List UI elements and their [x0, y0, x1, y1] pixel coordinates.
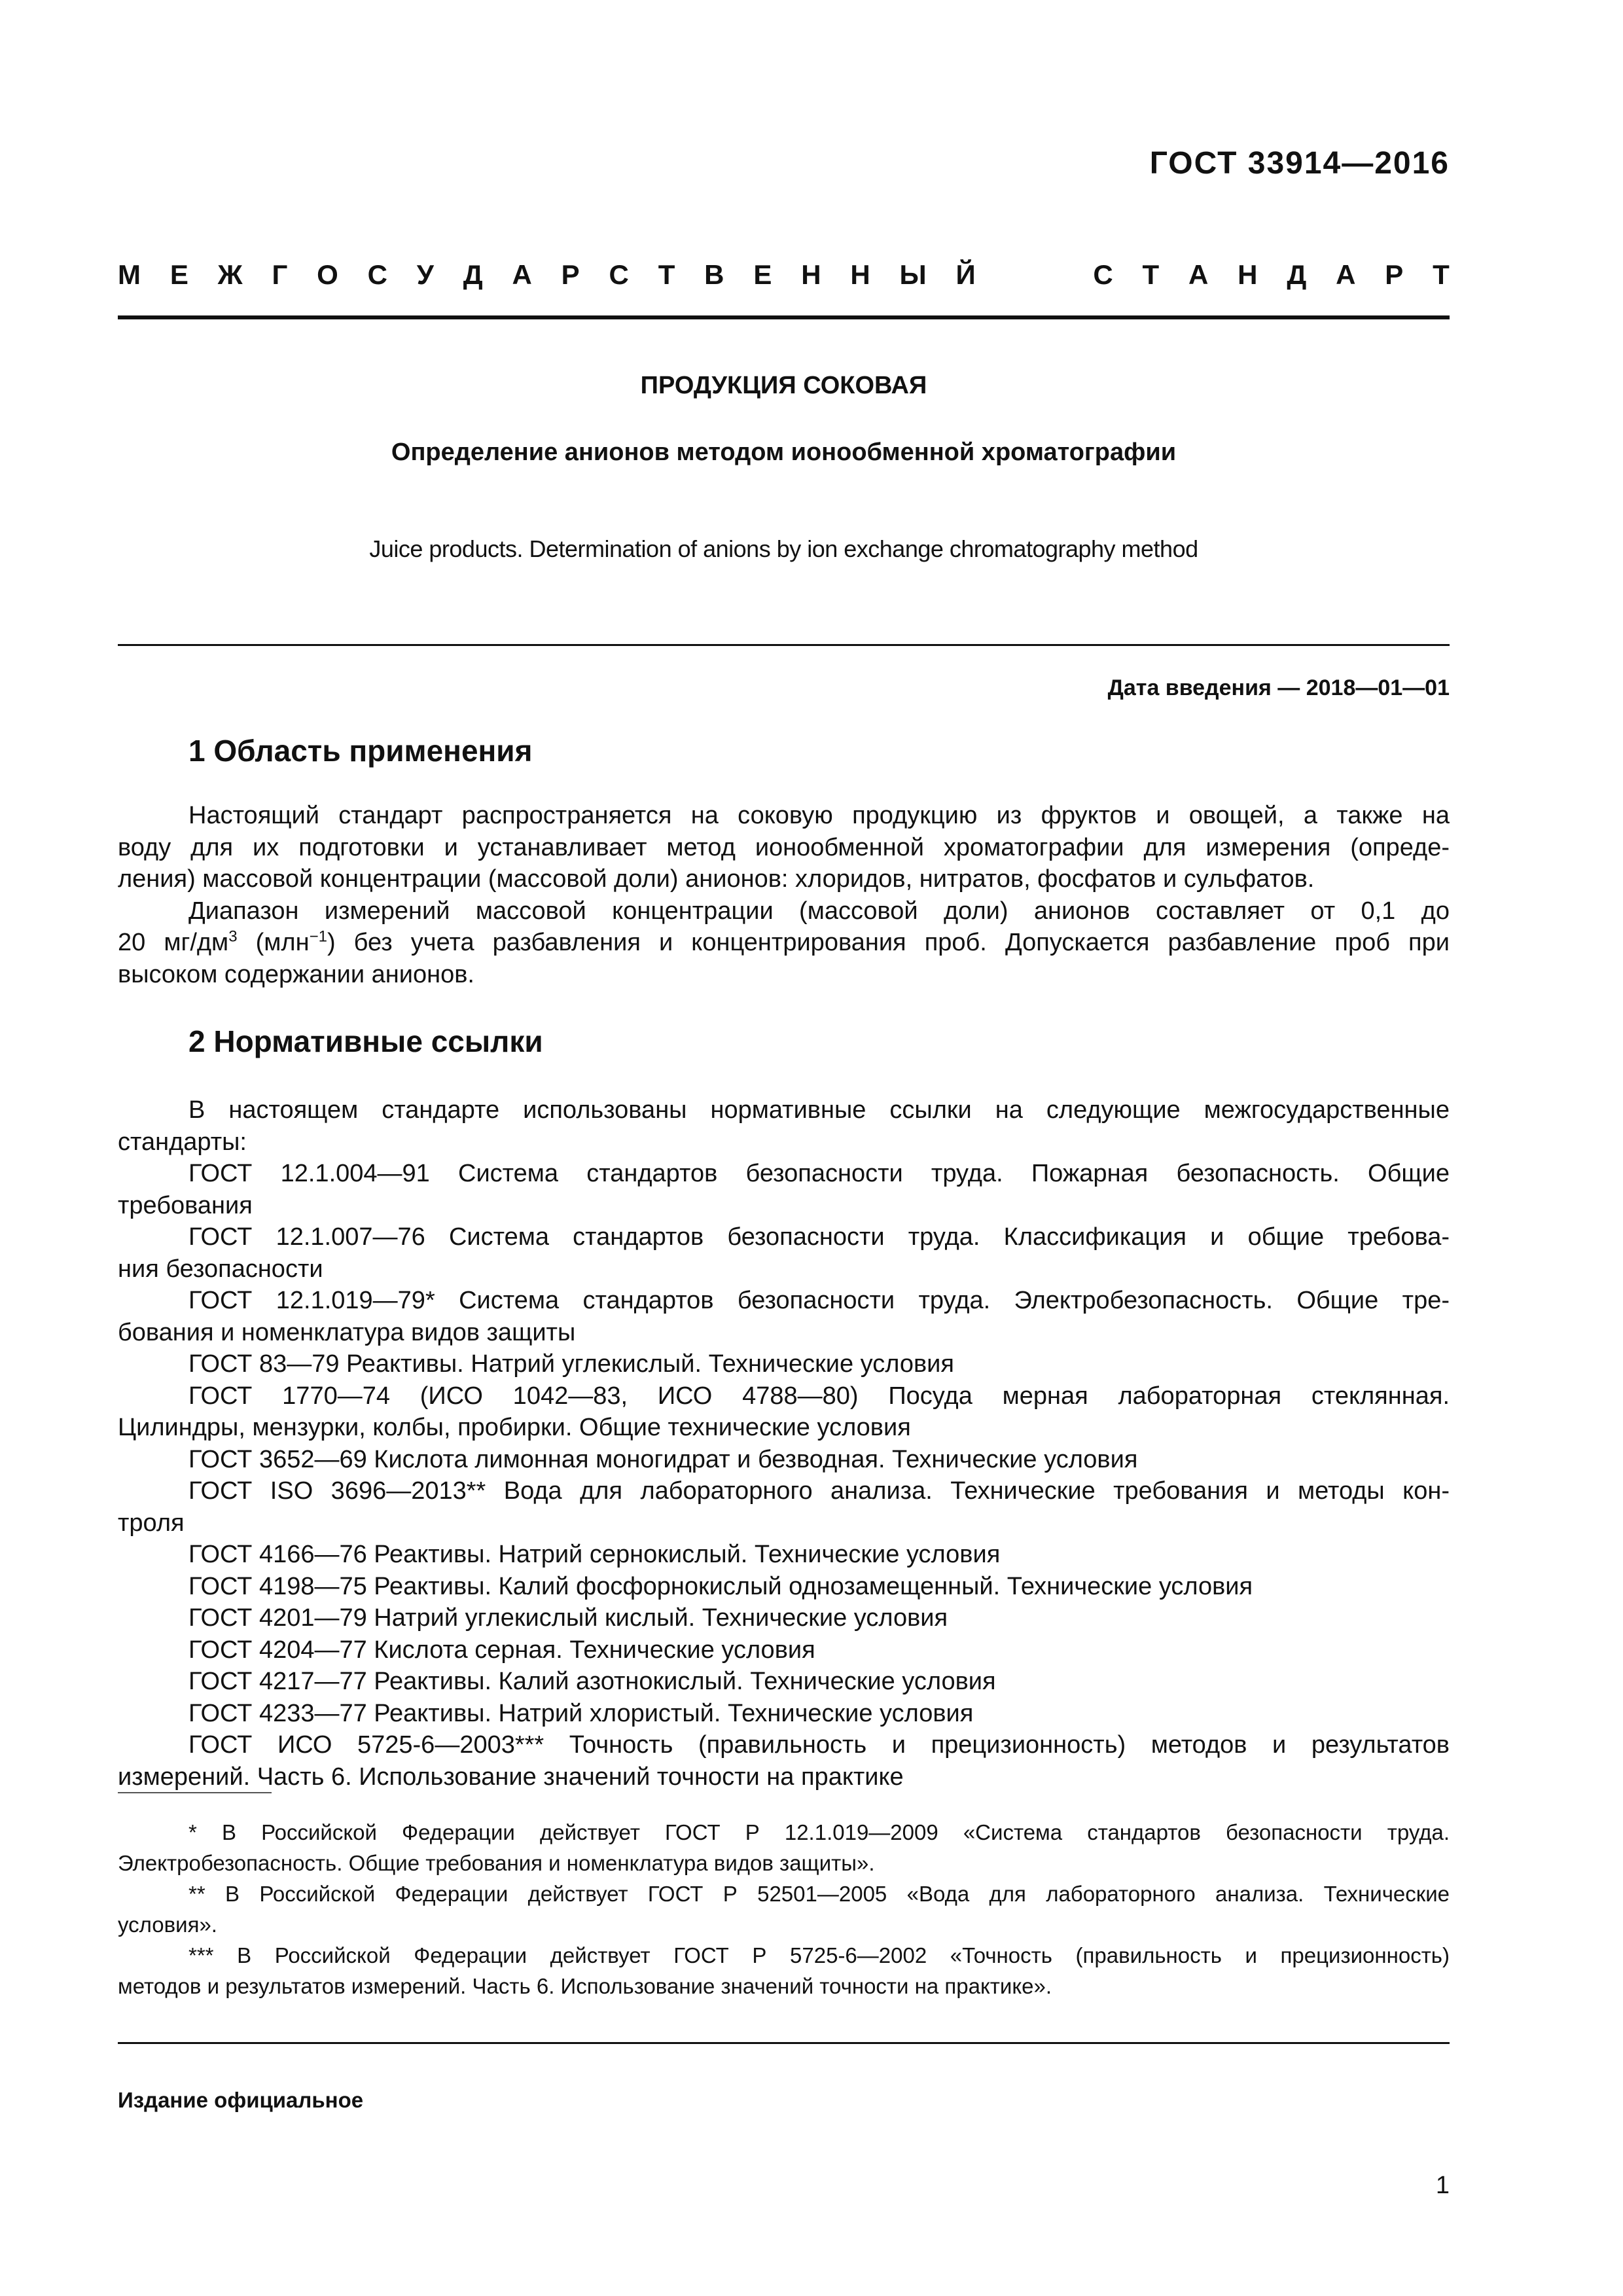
reference-line: измерений. Часть 6. Использование значений точности на практике [118, 1763, 904, 1791]
title-rule [118, 644, 1450, 646]
footnote-line: условия». [118, 1912, 217, 1937]
letter: Н [850, 259, 870, 290]
reference-line: ГОСТ 3652—69 Кислота лимонная моногидрат и безводная. Технические условия [188, 1445, 1138, 1473]
text-fragment: 20 мг/дм [118, 929, 229, 956]
letter: Н [801, 259, 821, 290]
letter: А [1188, 259, 1209, 290]
letter: Н [1238, 259, 1258, 290]
reference-line: ГОСТ ISO 3696—2013** Вода для лабораторного анализа. Технические требования и методы кон- [188, 1477, 1450, 1505]
letter: С [1093, 259, 1113, 290]
footnote-line: *** В Российской Федерации действует ГОСТ Р 5725-6—2002 «Точность (правильность и прецизионность) [188, 1943, 1450, 1967]
reference-line: ГОСТ 4201—79 Натрий углекислый кислый. Технические условия [188, 1604, 948, 1632]
header-rule [118, 315, 1450, 319]
text-fragment: ) без учета разбавления и концентрирования проб. Допускается разбавление проб при [327, 929, 1450, 956]
text-line: ления) массовой концентрации (массовой доли) анионов: хлоридов, нитратов, фосфатов и сульфатов. [118, 865, 1315, 893]
footnotes [118, 1817, 1450, 2001]
text-line: стандарты: [118, 1128, 247, 1156]
normative-references [118, 1094, 1450, 1793]
official-edition-label: Издание официальное [118, 2088, 364, 2112]
section-1-heading: 1 Область применения [188, 734, 533, 768]
text-line: Диапазон измерений массовой концентрации (массовой доли) анионов составляет от 0,1 до [188, 897, 1450, 925]
interstate-standard-heading [118, 259, 1450, 291]
superscript: −1 [309, 927, 327, 946]
letter: Т [1142, 259, 1160, 290]
section-2-heading: 2 Нормативные ссылки [188, 1024, 543, 1058]
letter: Й [955, 259, 976, 290]
reference-line: бования и номенклатура видов защиты [118, 1318, 576, 1346]
footnote-separator [118, 1792, 272, 1793]
introduction-date: Дата введения — 2018—01—01 [1107, 675, 1450, 700]
reference-line: ГОСТ 4204—77 Кислота серная. Технические условия [188, 1636, 815, 1664]
text-line: воду для их подготовки и устанавливает метод ионообменной хроматографии для измерения (опреде- [118, 833, 1450, 861]
reference-line: ГОСТ 83—79 Реактивы. Натрий углекислый. Технические условия [188, 1350, 954, 1378]
reference-line: ГОСТ 4233—77 Реактивы. Натрий хлористый. Технические условия [188, 1699, 974, 1727]
letter: С [367, 259, 387, 290]
footnote-line: * В Российской Федерации действует ГОСТ Р 12.1.019—2009 «Система стандартов безопасности труда. [188, 1820, 1450, 1844]
reference-line: ГОСТ 12.1.007—76 Система стандартов безопасности труда. Классификация и общие требова- [188, 1223, 1450, 1251]
text-line: В настоящем стандарте использованы нормативные ссылки на следующие межгосударственные [188, 1096, 1450, 1124]
reference-line: ГОСТ 4198—75 Реактивы. Калий фосфорнокислый однозамещенный. Технические условия [188, 1572, 1253, 1600]
text-line: Настоящий стандарт распространяется на соковую продукцию из фруктов и овощей, а также на [188, 802, 1450, 829]
letter: М [118, 259, 141, 290]
word-gap [1005, 259, 1064, 291]
letter: Г [272, 259, 288, 290]
letter: Е [753, 259, 772, 290]
letter: В [704, 259, 724, 290]
reference-line: ГОСТ 12.1.019—79* Система стандартов безопасности труда. Электробезопасность. Общие тре- [188, 1287, 1450, 1314]
reference-line: ния безопасности [118, 1255, 323, 1283]
reference-line: ГОСТ 12.1.004—91 Система стандартов безопасности труда. Пожарная безопасность. Общие [188, 1160, 1450, 1187]
letter: С [609, 259, 629, 290]
footnote-line: методов и результатов измерений. Часть 6. Использование значений точности на практике». [118, 1974, 1052, 1998]
document-page [118, 0, 1450, 2296]
letter: Д [1287, 259, 1307, 290]
footer-rule [118, 2042, 1450, 2044]
document-title: ПРОДУКЦИЯ СОКОВАЯ [640, 372, 927, 399]
text-line: высоком содержании анионов. [118, 960, 474, 988]
letter: Р [561, 259, 580, 290]
superscript: 3 [228, 927, 238, 946]
page-number: 1 [1435, 2172, 1450, 2199]
letter: А [512, 259, 532, 290]
letter: Ы [899, 259, 927, 290]
footnote-line: Электробезопасность. Общие требования и номенклатура видов защиты». [118, 1851, 875, 1875]
document-subtitle: Определение анионов методом ионообменной хроматографии [391, 439, 1177, 466]
letter: О [317, 259, 338, 290]
text-line [118, 927, 1450, 959]
letter: Е [169, 259, 188, 290]
reference-line: ГОСТ 4166—76 Реактивы. Натрий сернокислый. Технические условия [188, 1541, 1001, 1568]
text-fragment: (млн [237, 929, 310, 956]
footnote-line: ** В Российской Федерации действует ГОСТ Р 52501—2005 «Вода для лабораторного анализа. Технические [188, 1882, 1450, 1906]
reference-line: Цилиндры, мензурки, колбы, пробирки. Общие технические условия [118, 1414, 911, 1441]
letter: А [1336, 259, 1356, 290]
reference-line: ГОСТ ИСО 5725-6—2003*** Точность (правильность и прецизионность) методов и результатов [188, 1731, 1450, 1759]
reference-line: ГОСТ 1770—74 (ИСО 1042—83, ИСО 4788—80) Посуда мерная лабораторная стеклянная. [188, 1382, 1450, 1410]
english-title: Juice products. Determination of anions by ion exchange chromatography method [369, 535, 1198, 562]
section-1-body [118, 800, 1450, 990]
reference-line: ГОСТ 4217—77 Реактивы. Калий азотнокислый. Технические условия [188, 1668, 996, 1695]
standard-number: ГОСТ 33914—2016 [1149, 146, 1450, 181]
letter: Т [658, 259, 675, 290]
letter: Т [1433, 259, 1450, 290]
letter: Р [1385, 259, 1404, 290]
letter: Ж [217, 259, 243, 290]
reference-line: троля [118, 1509, 185, 1537]
reference-line: требования [118, 1191, 253, 1219]
letter: У [416, 259, 434, 290]
letter: Д [463, 259, 483, 290]
